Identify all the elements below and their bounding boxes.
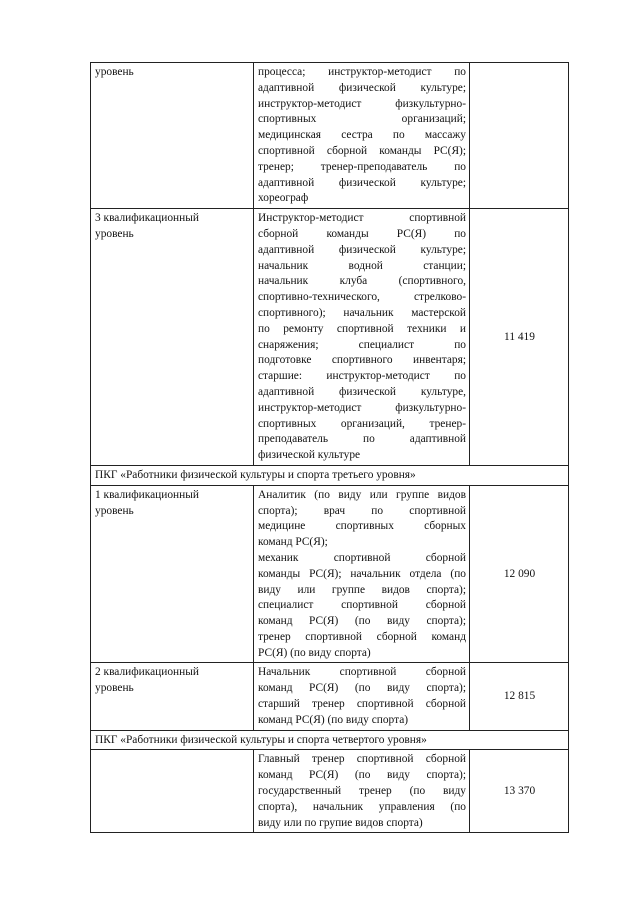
table-row (91, 730, 569, 750)
positions-line: начальник водной станции; (258, 259, 466, 272)
positions-line: команд РС(Я) (по виду спорта); (258, 769, 466, 782)
positions-line: спортивных организаций, тренер- (258, 417, 466, 430)
positions-line: медицине спортивных сборных (258, 520, 466, 533)
positions-line: тренер спортивной сборной команд (258, 630, 466, 643)
positions-line: команд РС(Я) (по виду спорта); (258, 615, 466, 628)
positions-line: адаптивной физической культуре; (258, 81, 466, 94)
positions-line: команд РС(Я); (258, 536, 328, 549)
positions-line: специалист спортивной сборной (258, 599, 466, 612)
positions-line: инструктор-методист физкультурно- (258, 97, 466, 110)
positions-line: по ремонту спортивной техники и (258, 322, 466, 335)
positions-line: адаптивной физической культуре; (258, 243, 466, 256)
positions-line: команд РС(Я) (по виду спорта) (258, 713, 409, 726)
positions-line: начальник клуба (спортивного, (258, 275, 466, 288)
qualification-level-label: уровень (95, 504, 134, 517)
positions-line: спортивных организаций; (258, 113, 466, 126)
table-row (91, 209, 569, 466)
qualification-level-cell (91, 485, 254, 663)
positions-line: преподаватель по адаптивной (258, 433, 466, 446)
professional-group-heading: ПКГ «Работники физической культуры и спорта четвертого уровня» (91, 730, 569, 750)
positions-cell (254, 663, 470, 730)
table-row (91, 465, 569, 485)
positions-line: процесса; инструктор-методист по (258, 66, 466, 78)
qualification-level-label: 3 квалификационный (95, 212, 199, 225)
salary-cell: 12 090 (470, 485, 569, 663)
qualification-level-label: 1 квалификационный (95, 488, 199, 501)
salary-cell: 13 370 (470, 750, 569, 833)
positions-line: старшие: инструктор-методист по (258, 370, 466, 383)
positions-cell (254, 485, 470, 663)
qualification-level-label: уровень (95, 66, 134, 78)
positions-line: Главный тренер спортивной сборной (258, 753, 466, 766)
table-row (91, 750, 569, 833)
positions-line: Начальник спортивной сборной (258, 666, 466, 679)
salary-cell: 11 419 (470, 209, 569, 466)
positions-line: спорта), начальник управления (по (258, 800, 466, 813)
qualification-level-cell (91, 663, 254, 730)
positions-line: механик спортивной сборной (258, 551, 466, 564)
positions-line: хореограф (258, 192, 309, 205)
positions-line: виду или по групие видов спорта) (258, 816, 423, 829)
positions-line: сборной команды РС(Я) по (258, 227, 466, 240)
positions-line: Инструктор-методист спортивной (258, 212, 466, 225)
positions-line: команд РС(Я) (по виду спорта); (258, 682, 466, 695)
salary-cell (470, 63, 569, 209)
qualification-level-cell (91, 209, 254, 466)
positions-line: спорта); врач по спортивной (258, 504, 466, 517)
positions-line: команды РС(Я); начальник отдела (по (258, 567, 466, 580)
positions-line: подготовке спортивного инвентаря; (258, 354, 466, 367)
qualification-level-label: 2 квалификационный (95, 666, 199, 679)
positions-line: медицинская сестра по массажу (258, 129, 466, 142)
table-row (91, 63, 569, 209)
positions-cell (254, 209, 470, 466)
professional-group-heading: ПКГ «Работники физической культуры и спорта третьего уровня» (91, 465, 569, 485)
positions-line: государственный тренер (по виду (258, 785, 466, 798)
positions-line: адаптивной физической культуре, (258, 385, 466, 398)
positions-line: старший тренер спортивной сборной (258, 698, 466, 711)
positions-line: спортивно-технического, стрелково- (258, 291, 466, 304)
positions-line: инструктор-методист физкультурно- (258, 401, 466, 414)
qualification-level-cell (91, 750, 254, 833)
positions-line: тренер; тренер-преподаватель по (258, 160, 466, 173)
positions-cell (254, 750, 470, 833)
salary-cell: 12 815 (470, 663, 569, 730)
table-row (91, 663, 569, 730)
positions-line: спортивной сборной команды РС(Я); (258, 144, 466, 157)
positions-cell (254, 63, 470, 209)
qualification-level-cell (91, 63, 254, 209)
positions-line: виду или группе видов спорта); (258, 583, 466, 596)
positions-line: спортивного); начальник мастерской (258, 306, 466, 319)
positions-line: снаряжения; специалист по (258, 338, 466, 351)
table-row (91, 485, 569, 663)
positions-line: РС(Я) (по виду спорта) (258, 646, 371, 659)
positions-line: адаптивной физической культуре; (258, 176, 466, 189)
positions-line: Аналитик (по виду или группе видов (258, 488, 466, 501)
qualification-level-label: уровень (95, 682, 134, 695)
qualification-salary-table (90, 62, 569, 833)
positions-line: физической культуре (258, 449, 361, 462)
qualification-level-label: уровень (95, 227, 134, 240)
